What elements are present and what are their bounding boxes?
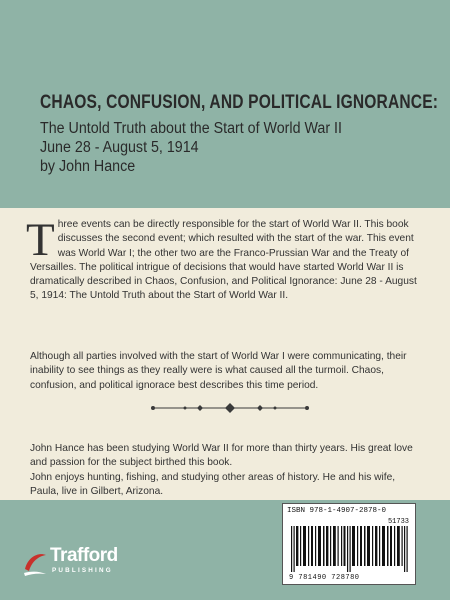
publisher-logo xyxy=(22,545,142,585)
barcode-bars-icon xyxy=(289,526,409,572)
book-author: by John Hance xyxy=(40,158,136,175)
barcode-number: 9 781490 728780 xyxy=(289,574,360,582)
author-bio-line-1: John Hance has been studying World War II for more than thirty years. His great love and passion for the subject birthed this book. xyxy=(30,443,413,469)
description-paragraph-2: Although all parties involved with the start of World War I were communicating, their inability to see things as they really were is what caused all the turmoil. Chaos, confusion, and political ignorace best describes this time period. xyxy=(30,351,407,391)
publisher-name: Trafford xyxy=(50,545,118,566)
publisher-tagline: PUBLISHING xyxy=(52,567,113,574)
book-title: CHAOS, CONFUSION, AND POLITICAL IGNORANCE: xyxy=(40,92,439,113)
publisher-swoosh-icon xyxy=(22,549,48,577)
isbn-barcode xyxy=(282,503,416,585)
author-bio xyxy=(30,442,426,499)
ornament-divider-icon xyxy=(145,401,315,415)
book-dates: June 28 - August 5, 1914 xyxy=(40,139,199,156)
author-bio-line-2: John enjoys hunting, fishing, and studying other areas of history. He and his wife, Paula, live in Gilbert, Arizona. xyxy=(30,471,396,497)
description-panel xyxy=(0,208,450,500)
isbn-text: ISBN 978-1-4907-2878-0 xyxy=(287,507,387,515)
description-text-1: hree events can be directly responsible for the start of World War II. This book discusses the second event; which resulted with the start of the war. This event was World War I; the other two are the Franco-Prussian War and the Treaty of Versailles. The political intrigue of decisions that would have started World War II is dramatically described in Chaos, Confusion, and Political Ignorance: June 28 - August 5, 1914: The Untold Truth about the Start of World War II. xyxy=(30,219,417,302)
description-paragraph-1 xyxy=(26,214,426,304)
cover-header xyxy=(40,92,439,176)
price-code: 51733 xyxy=(387,518,409,526)
drop-cap: T xyxy=(26,214,55,266)
book-subtitle: The Untold Truth about the Start of World War II xyxy=(40,120,342,137)
